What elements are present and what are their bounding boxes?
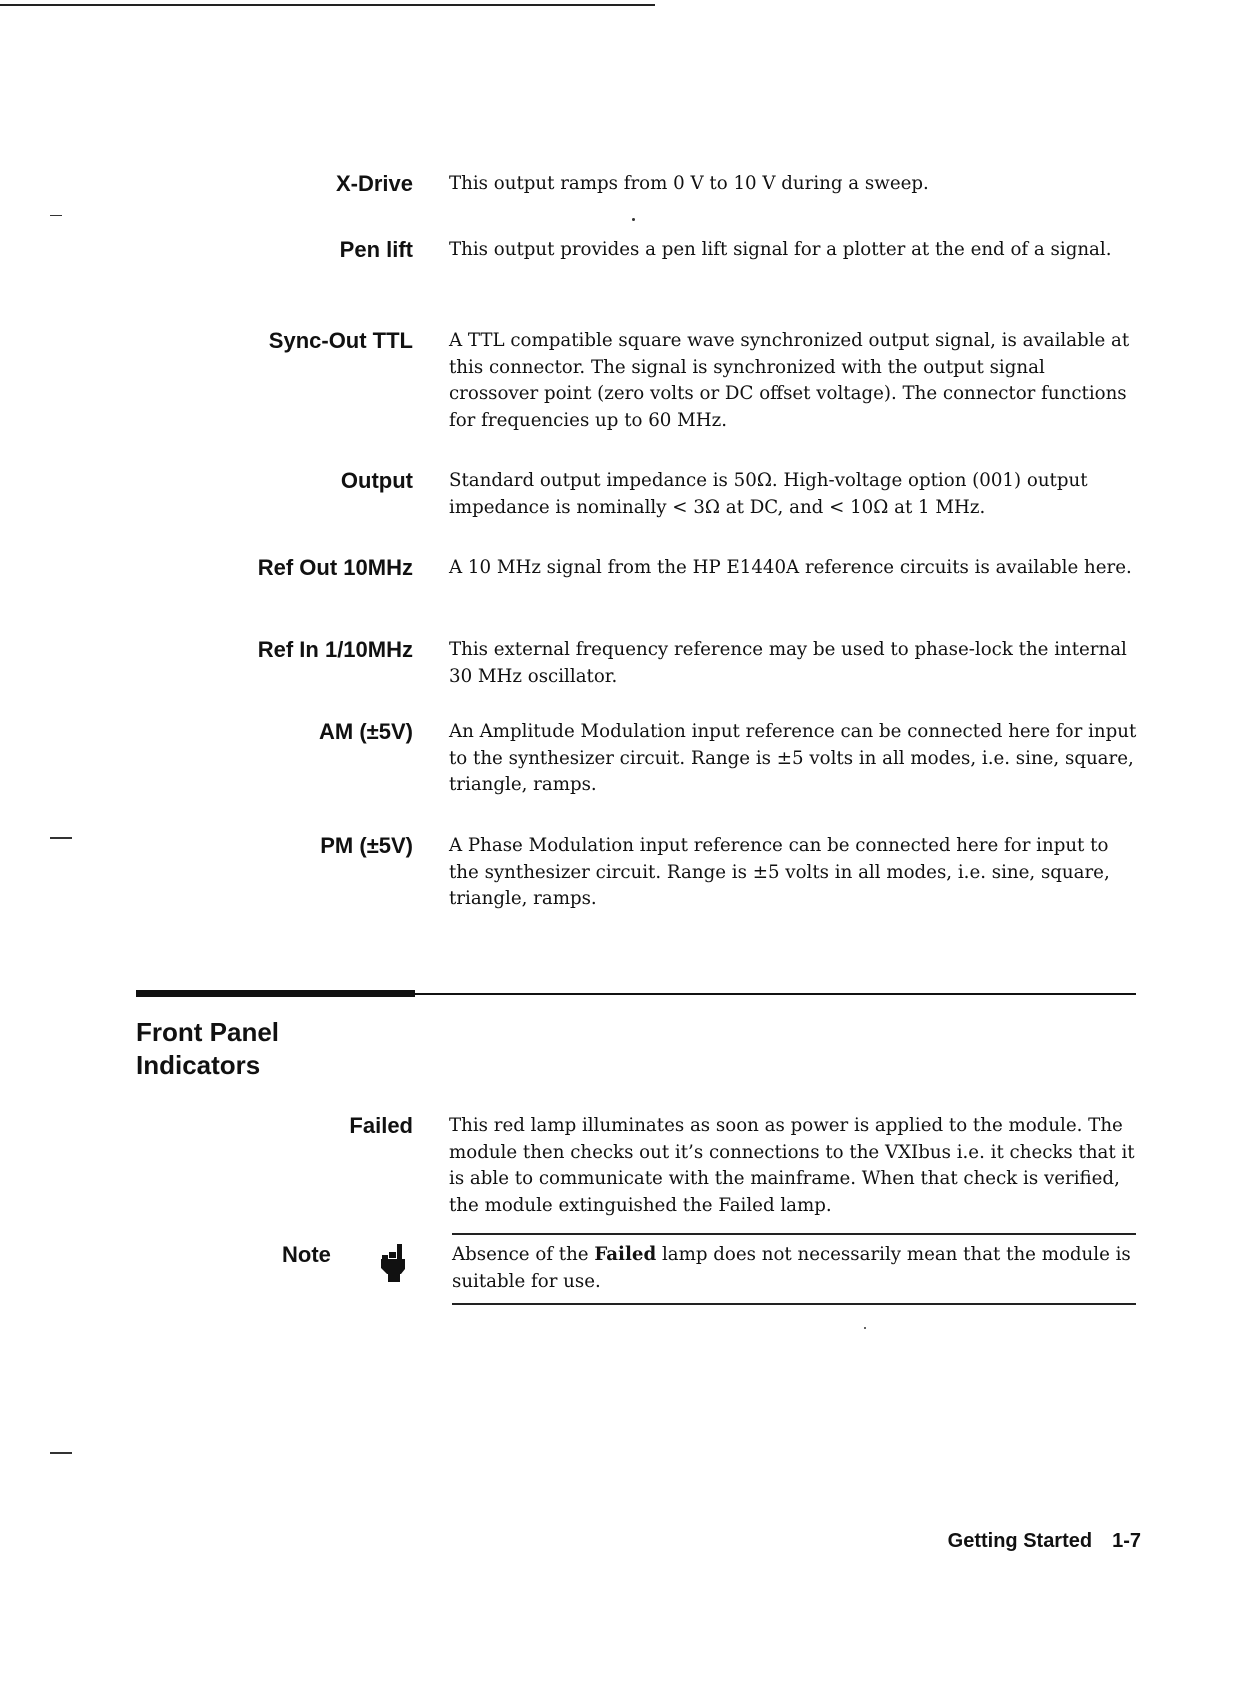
note-text <box>452 1242 1142 1295</box>
entry-description: This red lamp illuminates as soon as power is applied to the module. The module then checks out it’s connections to the VXIbus i.e. it checks that it is able to communicate with the mainframe. When that check is verified, the module extinguished the Failed lamp. <box>449 1115 1135 1216</box>
entry-label: PM (±5V) <box>320 833 413 858</box>
note-text-after: lamp does not necessarily mean that the module is suitable for use. <box>452 1244 1131 1292</box>
scan-speck <box>864 1327 866 1329</box>
footer-page-number: 1-7 <box>1112 1530 1141 1552</box>
margin-mark <box>50 1452 72 1454</box>
margin-mark <box>50 837 72 839</box>
section-rule-thin <box>415 993 1136 995</box>
entry-label: Ref Out 10MHz <box>257 555 413 580</box>
top-rule <box>0 4 655 6</box>
scan-speck <box>632 218 635 221</box>
entry-label: Output <box>340 468 413 493</box>
entry-label: Failed <box>349 1113 413 1138</box>
section-heading <box>136 1016 279 1082</box>
footer-section: Getting Started <box>947 1530 1093 1552</box>
entry-label: X-Drive <box>335 171 413 196</box>
note-rule-bottom <box>452 1303 1136 1305</box>
margin-mark <box>50 215 62 216</box>
entry-description: A TTL compatible square wave synchronized output signal, is available at this connector. The signal is synchronized with the output signal crossover point (zero volts or DC offset voltage). The connector functions for frequencies up to 60 MHz. <box>449 330 1130 431</box>
entry-label: Ref In 1/10MHz <box>257 637 413 662</box>
section-rule-thick <box>136 990 415 997</box>
entry-description: An Amplitude Modulation input reference can be connected here for input to the synthesizer circuit. Range is ±5 volts in all modes, i.e. sine, square, triangle, ramps. <box>449 721 1137 795</box>
section-heading-line2: Indicators <box>136 1050 261 1080</box>
note-text-before: Absence of the <box>452 1244 595 1265</box>
entry-description: This output ramps from 0 V to 10 V during a sweep. <box>449 173 929 194</box>
note-label: Note <box>282 1242 331 1267</box>
entry-description: This external frequency reference may be used to phase-lock the internal 30 MHz oscillator. <box>449 639 1127 687</box>
note-text-bold: Failed <box>594 1244 657 1265</box>
entry-description: A Phase Modulation input reference can be connected here for input to the synthesizer circuit. Range is ±5 volts in all modes, i.e. sine, square, triangle, ramps. <box>449 835 1110 909</box>
page-footer <box>948 1530 1141 1553</box>
entry-description: A 10 MHz signal from the HP E1440A reference circuits is available here. <box>449 557 1132 578</box>
pointing-hand-icon <box>378 1243 412 1283</box>
entry-label: Pen lift <box>339 237 413 262</box>
entry-description: Standard output impedance is 50Ω. High-voltage option (001) output impedance is nominally < 3Ω at DC, and < 10Ω at 1 MHz. <box>449 470 1088 518</box>
entry-label: Sync-Out TTL <box>268 328 413 353</box>
section-heading-line1: Front Panel <box>136 1017 280 1047</box>
entry-description: This output provides a pen lift signal for a plotter at the end of a signal. <box>449 239 1112 260</box>
entry-label: AM (±5V) <box>319 719 413 744</box>
note-rule-top <box>452 1233 1136 1235</box>
